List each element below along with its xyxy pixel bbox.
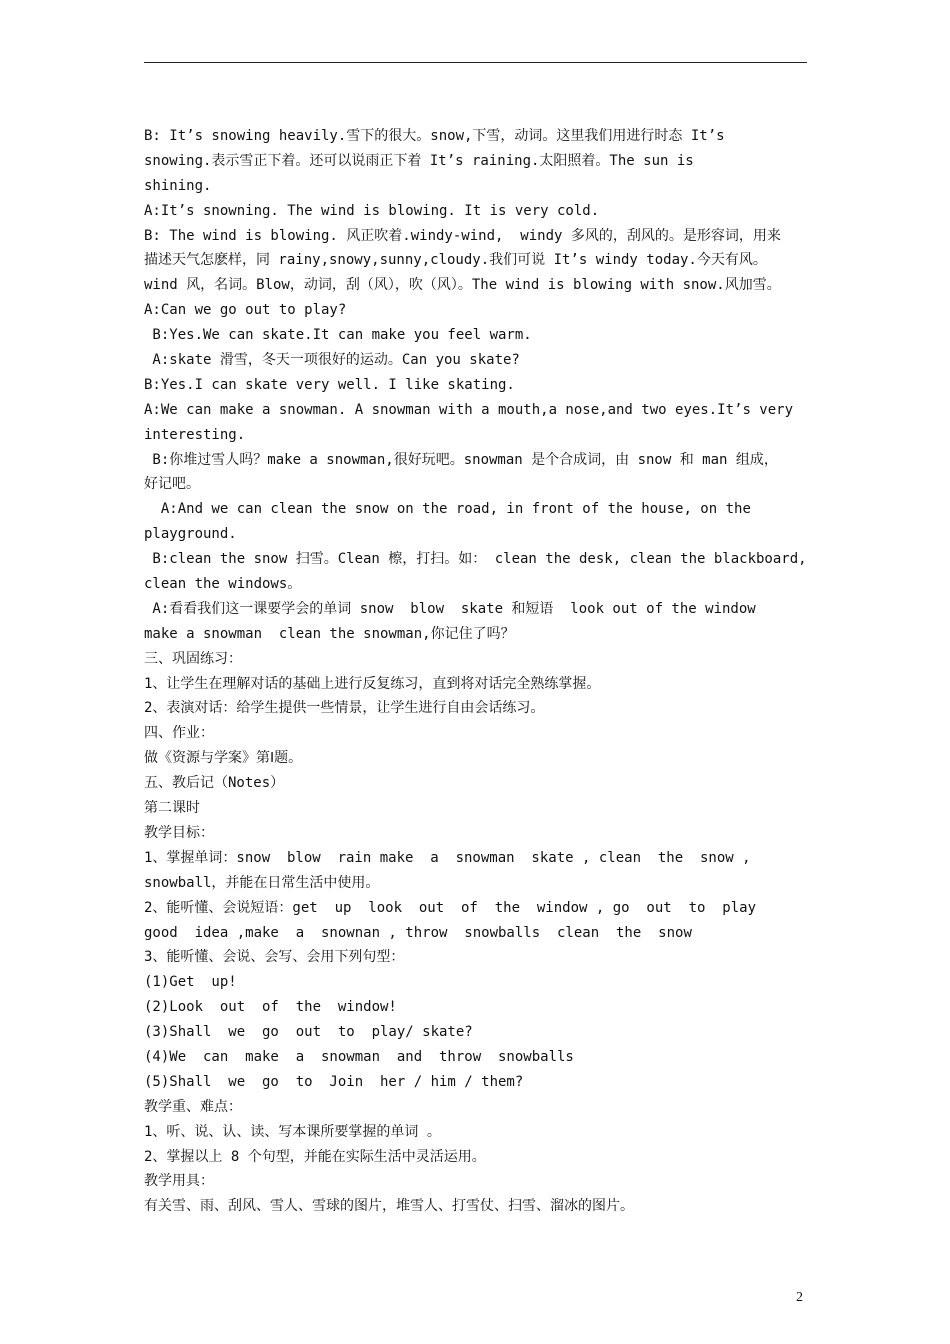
text-line: 描述天气怎麽样，同 rainy,snowy,sunny,cloudy.我们可说 It’s windy today.今天有风。	[144, 252, 767, 269]
text-line: (2)Look out of the window!	[144, 999, 397, 1016]
text-line: B: The wind is blowing. 风正吹着.windy-wind, windy 多风的，刮风的。是形容词，用来	[144, 227, 781, 244]
text-line: good idea ,make a snownan , throw snowballs clean the snow	[144, 924, 692, 941]
text-line: 第二课时	[144, 800, 200, 817]
text-line: 五、教后记（Notes）	[144, 775, 285, 792]
page-number: 2	[796, 1290, 803, 1305]
text-line: 教学用具：	[144, 1173, 214, 1190]
text-line: 好记吧。	[144, 476, 200, 493]
text-line: 教学目标：	[144, 824, 214, 841]
text-line: 做《资源与学案》第Ⅰ题。	[144, 750, 303, 767]
text-line: B: It’s snowing heavily.雪下的很大。snow,下雪，动词。这里我们用进行时态 It’s	[144, 128, 725, 144]
text-line: 四、作业：	[144, 725, 214, 742]
text-line: 有关雪、雨、刮风、雪人、雪球的图片，堆雪人、打雪仗、扫雪、溜冰的图片。	[144, 1198, 634, 1215]
text-line: 三、巩固练习：	[144, 650, 242, 667]
text-line: B:Yes.I can skate very well. I like skating.	[144, 376, 515, 393]
text-line: 1、听、说、认、读、写本课所要掌握的单词 。	[144, 1123, 441, 1140]
text-line: playground.	[144, 526, 237, 543]
header-rule	[144, 62, 807, 63]
text-line: shining.	[144, 177, 212, 194]
text-line: 1、让学生在理解对话的基础上进行反复练习，直到将对话完全熟练掌握。	[144, 675, 601, 692]
text-line: 教学重、难点：	[144, 1098, 242, 1115]
text-line: 2、表演对话：给学生提供一些情景，让学生进行自由会话练习。	[144, 700, 545, 717]
text-line: A:It’s snowning. The wind is blowing. It is very cold.	[144, 202, 600, 219]
text-line: wind 风，名词。Blow，动词，刮（风），吹（风）。The wind is blowing with snow.风加雪。	[144, 277, 781, 294]
text-line: 1、掌握单词：snow blow rain make a snowman skate , clean the snow ,	[144, 849, 751, 866]
text-line: A:skate 滑雪，冬天一项很好的运动。Can you skate?	[144, 352, 520, 369]
text-line: clean the windows。	[144, 576, 302, 593]
text-line: (3)Shall we go out to play/ skate?	[144, 1024, 473, 1041]
text-line: B:clean the snow 扫雪。Clean 檫，打扫。如： clean the desk, clean the blackboard,	[144, 551, 807, 568]
text-line: B:Yes.We can skate.It can make you feel warm.	[144, 327, 532, 344]
document-body	[144, 124, 807, 1219]
text-line: make a snowman clean the snowman,你记住了吗？	[144, 625, 515, 642]
text-line: (4)We can make a snowman and throw snowballs	[144, 1048, 574, 1065]
text-line: B:你堆过雪人吗？make a snowman,很好玩吧。snowman 是个合成词，由 snow 和 man 组成，	[144, 451, 778, 468]
text-line: 2、掌握以上 8 个句型，并能在实际生活中灵活运用。	[144, 1148, 486, 1165]
text-line: 2、能听懂、会说短语：get up look out of the window , go out to play	[144, 899, 757, 916]
text-line: (5)Shall we go to Join her / him / them?	[144, 1073, 524, 1090]
text-line: snowball，并能在日常生活中使用。	[144, 874, 380, 891]
text-line: (1)Get up!	[144, 974, 237, 991]
text-line: A:看看我们这一课要学会的单词 snow blow skate 和短语 look out of the window	[144, 600, 756, 617]
text-line: 3、能听懂、会说、会写、会用下列句型：	[144, 949, 405, 966]
text-line: A:Can we go out to play?	[144, 302, 347, 319]
text-line: A:And we can clean the snow on the road, in front of the house, on the	[144, 501, 751, 518]
text-line: snowing.表示雪正下着。还可以说雨正下着 It’s raining.太阳照着。The sun is	[144, 152, 694, 169]
text-line: A:We can make a snowman. A snowman with a mouth,a nose,and two eyes.It’s very	[144, 401, 794, 418]
text-line: interesting.	[144, 426, 246, 443]
